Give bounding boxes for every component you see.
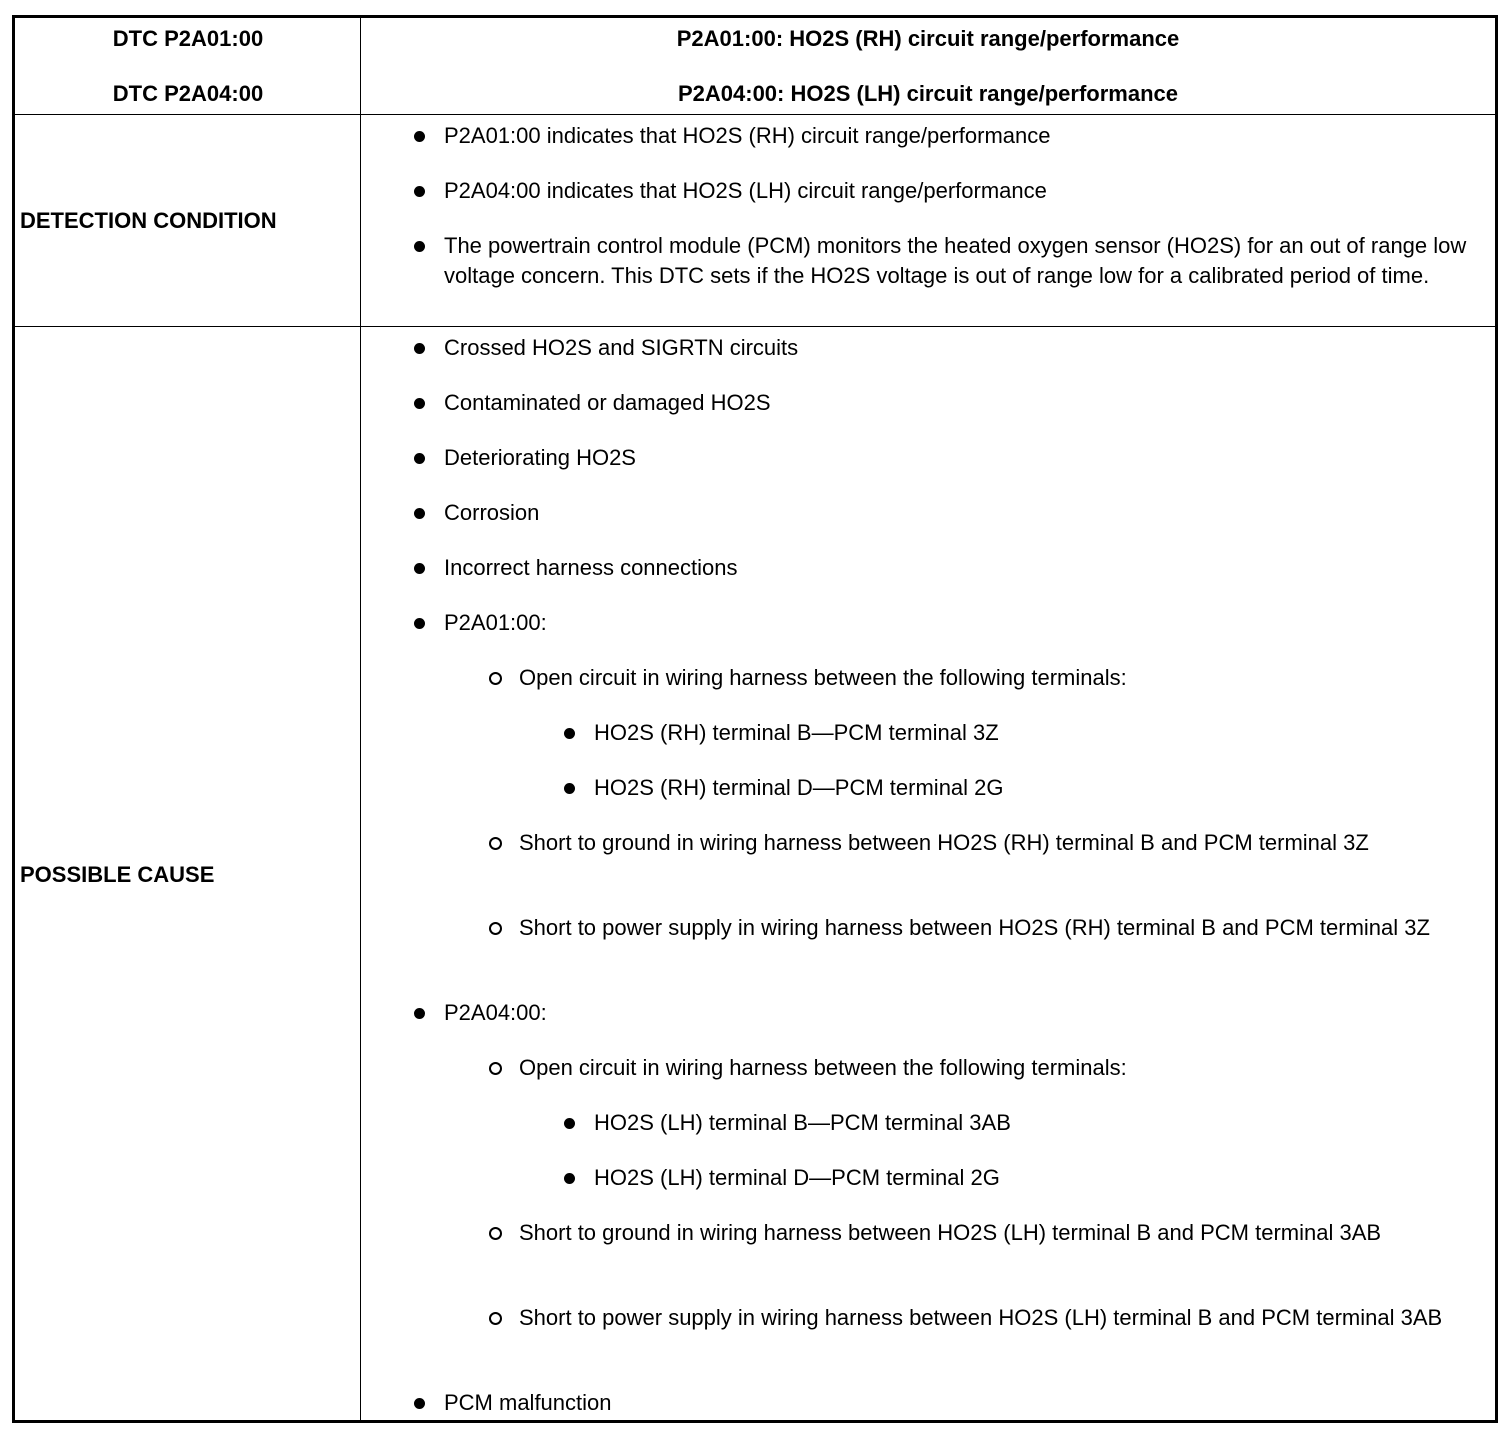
cause-item: Crossed HO2S and SIGRTN circuits [444,333,1471,363]
bullet-icon [414,453,425,464]
cause-row [15,327,1495,1420]
cause-subsubitem: HO2S (LH) terminal B—PCM terminal 3AB [594,1108,1471,1138]
bullet-icon [414,131,425,142]
cause-item: Incorrect harness connections [444,553,1471,583]
cause-item: P2A01:00: [444,608,1471,638]
header-row [15,18,1495,115]
hollow-bullet-icon [489,1062,502,1075]
cause-item: P2A04:00: [444,998,1471,1028]
cause-subsubitem: HO2S (RH) terminal D—PCM terminal 2G [594,773,1471,803]
bullet-icon [414,1398,425,1409]
detection-item: P2A01:00 indicates that HO2S (RH) circuit range/performance [444,121,1471,151]
dtc-title-2: P2A04:00: HO2S (LH) circuit range/performance [677,81,1179,106]
cause-subitem: Open circuit in wiring harness between the following terminals: [519,663,1471,693]
dtc-code-1: DTC P2A01:00 [112,26,264,51]
bullet-icon [564,1173,575,1184]
detection-label-cell [15,115,361,326]
hollow-bullet-icon [489,1227,502,1240]
cause-item: Deteriorating HO2S [444,443,1471,473]
dtc-code-2: DTC P2A04:00 [112,81,264,106]
cause-subitem: Short to ground in wiring harness between HO2S (RH) terminal B and PCM terminal 3Z [519,828,1471,858]
detection-item: P2A04:00 indicates that HO2S (LH) circuit range/performance [444,176,1471,206]
bullet-icon [414,343,425,354]
bullet-icon [414,618,425,629]
detection-label: DETECTION CONDITION [20,208,277,233]
cause-item: PCM malfunction [444,1388,1471,1418]
cause-subitem: Short to power supply in wiring harness between HO2S (LH) terminal B and PCM terminal 3AB [519,1303,1471,1333]
cause-subitem: Short to ground in wiring harness between HO2S (LH) terminal B and PCM terminal 3AB [519,1218,1471,1248]
detection-item: The powertrain control module (PCM) monitors the heated oxygen sensor (HO2S) for an out of range low voltage concern. This DTC sets if the HO2S voltage is out of range low for a calibrated period of time. [444,231,1471,291]
cause-label: POSSIBLE CAUSE [20,862,215,887]
header-code-cell [15,18,361,114]
cause-subsubitem: HO2S (RH) terminal B—PCM terminal 3Z [594,718,1471,748]
cause-content-cell [361,327,1495,1420]
bullet-icon [414,186,425,197]
header-title-cell [361,18,1495,114]
bullet-icon [564,728,575,739]
bullet-icon [414,241,425,252]
dtc-table [12,15,1498,1423]
dtc-title-1: P2A01:00: HO2S (RH) circuit range/performance [676,26,1180,51]
detection-content-cell [361,115,1495,326]
cause-item: Corrosion [444,498,1471,528]
bullet-icon [564,1118,575,1129]
hollow-bullet-icon [489,1312,502,1325]
bullet-icon [564,783,575,794]
cause-subitem: Short to power supply in wiring harness between HO2S (RH) terminal B and PCM terminal 3Z [519,913,1471,943]
hollow-bullet-icon [489,922,502,935]
cause-item: Contaminated or damaged HO2S [444,388,1471,418]
cause-subitem: Open circuit in wiring harness between the following terminals: [519,1053,1471,1083]
cause-subsubitem: HO2S (LH) terminal D—PCM terminal 2G [594,1163,1471,1193]
detection-row [15,115,1495,327]
bullet-icon [414,563,425,574]
cause-label-cell [15,327,361,1420]
hollow-bullet-icon [489,837,502,850]
bullet-icon [414,508,425,519]
bullet-icon [414,1008,425,1019]
bullet-icon [414,398,425,409]
hollow-bullet-icon [489,672,502,685]
